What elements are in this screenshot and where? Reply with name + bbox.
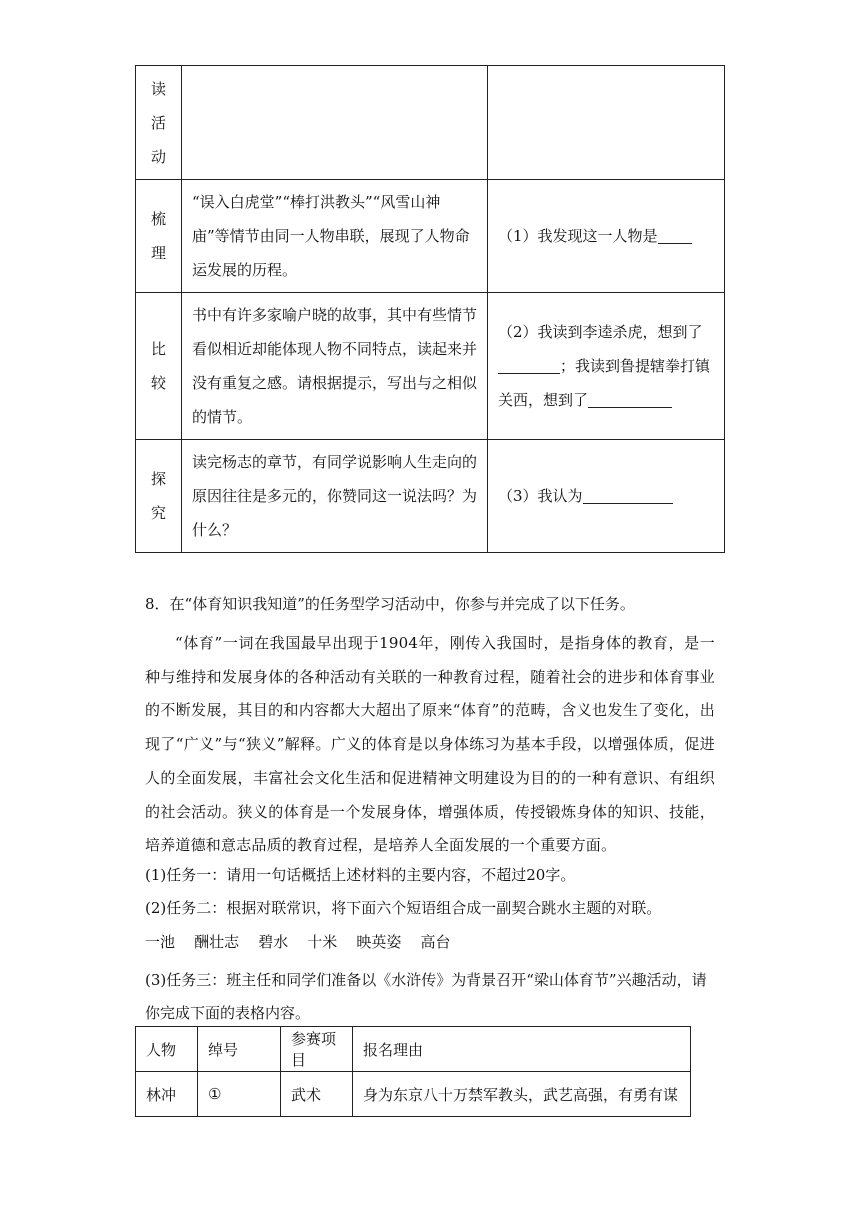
passage: “体育”一词在我国最早出现于1904年，刚传入我国时，是指身体的教育，是一种与维持和发展身体的各种活动有关联的一种教育过程，随着社会的进步和体育事业的不断发展，其目的和内容都大大超出了原来“体育”的范畴，含义也发生了变化，出现了“广义”与“狭义”解释。广义的体育是以身体练习为基本手段，以增强体质，促进人的全面发展，丰富社会文化生活和促进精神文明建设为目的的一种有意识、有组织的社会活动。狭义的体育是一个发展身体，增强体质，传授锻炼身体的知识、技能，培养道德和意志品质的教育过程，是培养人全面发展的一个重要方面。 <box>145 634 715 855</box>
row-content: 读完杨志的章节，有同学说影响人生走向的原因往往是多元的，你赞同这一说法吗？为什么？ <box>182 440 488 553</box>
header-cell: 绰号 <box>198 1027 281 1072</box>
cell: 身为东京八十万禁军教头，武艺高强，有勇有谋 <box>353 1072 691 1117</box>
answer-blank[interactable] <box>588 392 672 408</box>
table-row <box>136 293 725 440</box>
task-2: (2)任务二：根据对联常识，将下面六个短语组合成一副契合跳水主题的对联。 <box>145 899 662 917</box>
task-1: (1)任务一：请用一句话概括上述材料的主要内容，不超过20字。 <box>145 866 576 884</box>
row-answer: （2）我读到李逵杀虎，想到了；我读到鲁提辖拳打镇关西，想到了 <box>488 293 725 440</box>
table-row <box>136 180 725 293</box>
question-8-title: 8．在“体育知识我知道”的任务型学习活动中，你参与并完成了以下任务。 <box>145 595 635 613</box>
cell: ① <box>198 1072 281 1117</box>
sports-festival-table <box>135 1026 691 1117</box>
answer-blank[interactable] <box>583 488 673 504</box>
phrase-list: 一池 酬壮志 碧水 十米 映英姿 高台 <box>145 933 451 951</box>
row-label: 比 较 <box>136 293 182 440</box>
answer-blank[interactable] <box>498 358 560 374</box>
row-label: 读 活 动 <box>136 66 182 180</box>
cell: 林冲 <box>136 1072 198 1117</box>
row-content: “误入白虎堂”“棒打洪教头”“风雪山神庙”等情节由同一人物串联，展现了人物命运发展的历程。 <box>182 180 488 293</box>
row-label: 探 究 <box>136 440 182 553</box>
row-answer <box>488 66 725 180</box>
row-content: 书中有许多家喻户晓的故事，其中有些情节看似相近却能体现人物不同特点，读起来并没有重复之感。请根据提示，写出与之相似的情节。 <box>182 293 488 440</box>
answer-blank[interactable] <box>658 228 692 244</box>
header-cell: 人物 <box>136 1027 198 1072</box>
row-content <box>182 66 488 180</box>
table-header-row <box>136 1027 691 1072</box>
row-answer: （3）我认为 <box>488 440 725 553</box>
cell: 武术 <box>281 1072 353 1117</box>
row-label: 梳 理 <box>136 180 182 293</box>
header-cell: 报名理由 <box>353 1027 691 1072</box>
reading-activity-table <box>135 65 725 553</box>
header-cell: 参赛项目 <box>281 1027 353 1072</box>
table-row <box>136 440 725 553</box>
task-3: (3)任务三：班主任和同学们准备以《水浒传》为背景召开“梁山体育节”兴趣活动，请你完成下面的表格内容。 <box>145 971 707 1022</box>
table-row <box>136 66 725 180</box>
row-answer: （1）我发现这一人物是 <box>488 180 725 293</box>
table-row <box>136 1072 691 1117</box>
